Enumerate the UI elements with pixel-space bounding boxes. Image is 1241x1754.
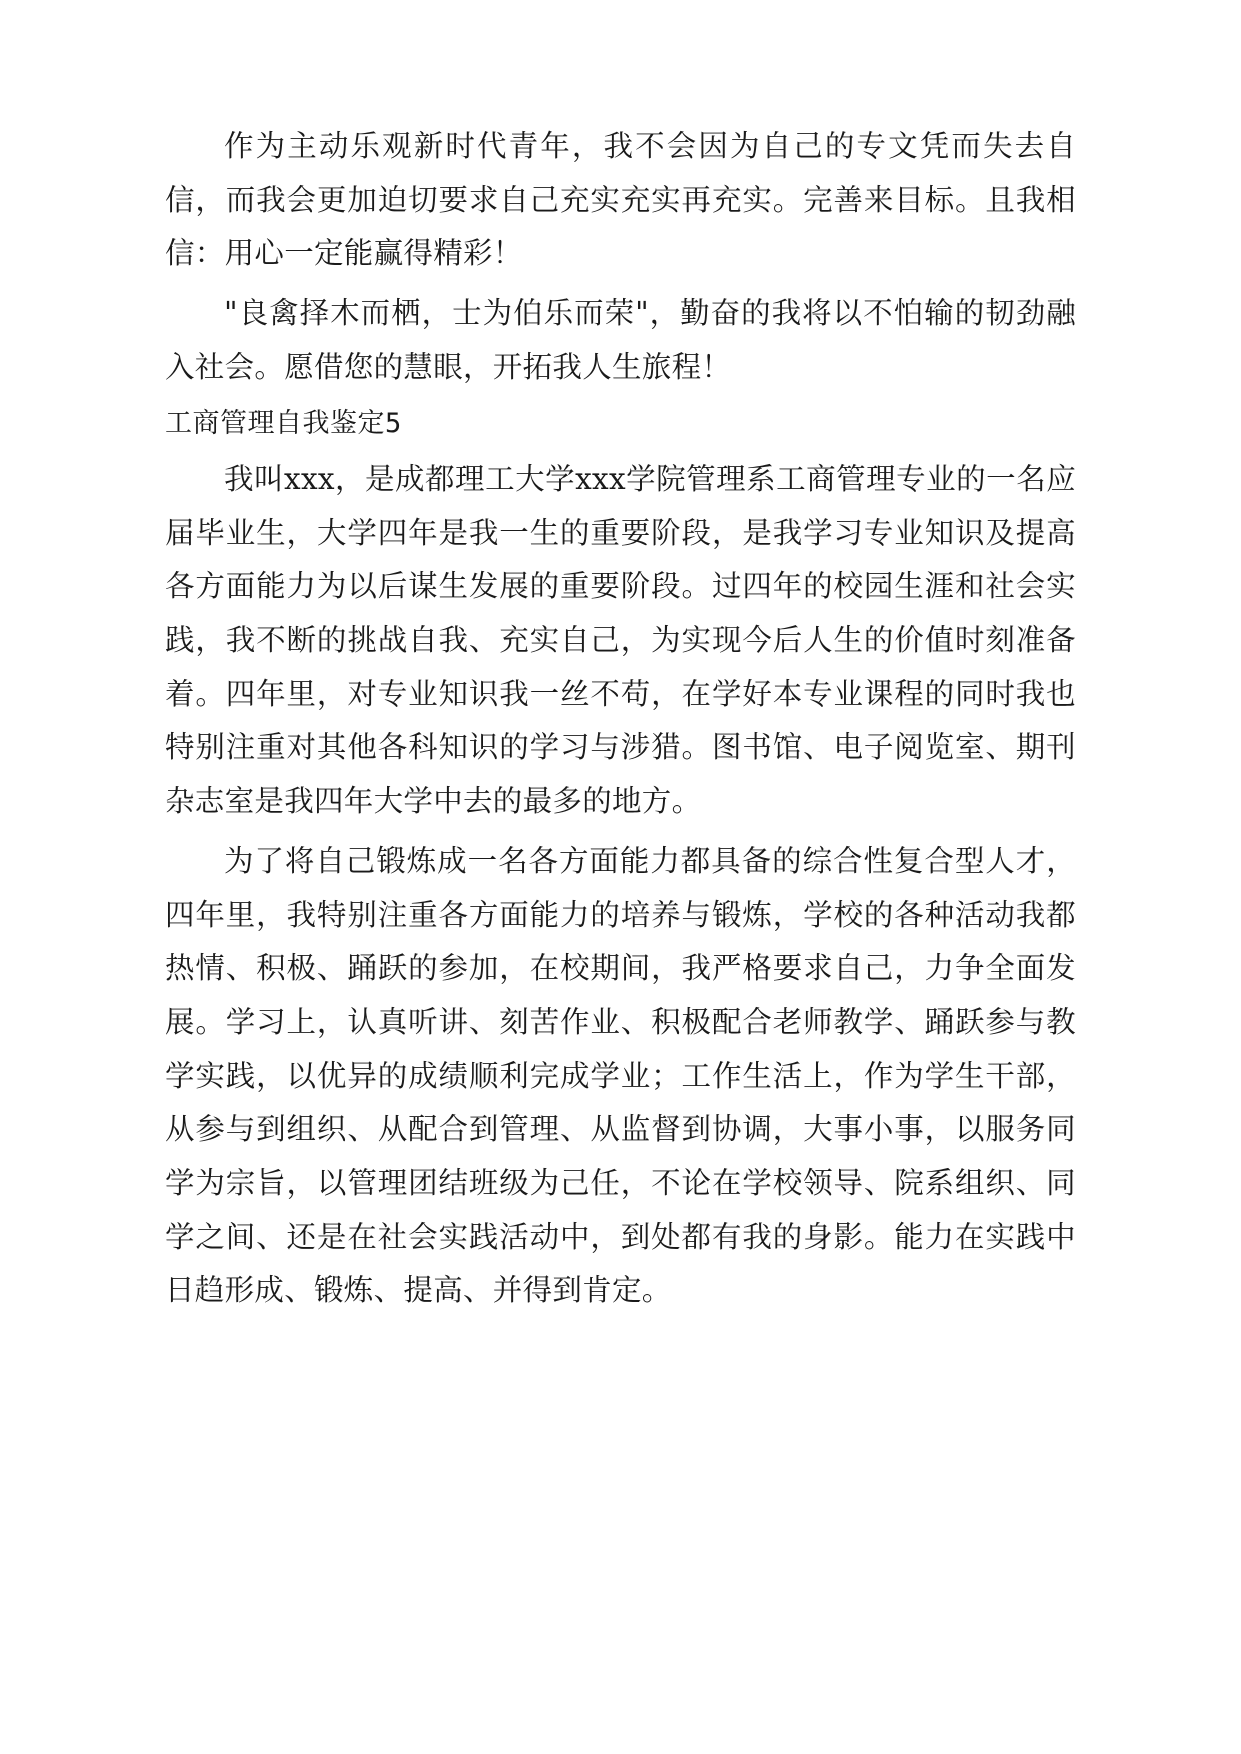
section-heading: 工商管理自我鉴定5 xyxy=(165,408,402,440)
paragraph-4: 为了将自己锻炼成一名各方面能力都具备的综合性复合型人才，四年里，我特别注重各方面能力的培养与锻炼，学校的各种活动我都热情、积极、踊跃的参加，在校期间，我严格要求自己，力争全面发展。学习上，认真听讲、刻苦作业、积极配合老师教学、踊跃参与教学实践，以优异的成绩顺利完成学业；工作生活上，作为学生干部，从参与到组织、从配合到管理、从监督到协调，大事小事，以服务同学为宗旨，以管理团结班级为己任，不论在学校领导、院系组织、同学之间、还是在社会实践活动中，到处都有我的身影。能力在实践中日趋形成、锻炼、提高、并得到肯定。 xyxy=(165,843,1076,1308)
document-body xyxy=(165,120,1076,1318)
paragraph-1: 作为主动乐观新时代青年，我不会因为自己的专文凭而失去自信，而我会更加迫切要求自己充实充实再充实。完善来目标。且我相信：用心一定能赢得精彩！ xyxy=(165,129,1076,271)
paragraph-3: 我叫xxx，是成都理工大学xxx学院管理系工商管理专业的一名应届毕业生，大学四年是我一生的重要阶段，是我学习专业知识及提高各方面能力为以后谋生发展的重要阶段。过四年的校园生涯和社会实践，我不断的挑战自我、充实自己，为实现今后人生的价值时刻准备着。四年里，对专业知识我一丝不苟，在学好本专业课程的同时我也特别注重对其他各科知识的学习与涉猎。图书馆、电子阅览室、期刊杂志室是我四年大学中去的最多的地方。 xyxy=(165,462,1076,819)
paragraph-2: "良禽择木而栖，士为伯乐而荣"，勤奋的我将以不怕输的韧劲融入社会。愿借您的慧眼，开拓我人生旅程！ xyxy=(165,296,1076,384)
